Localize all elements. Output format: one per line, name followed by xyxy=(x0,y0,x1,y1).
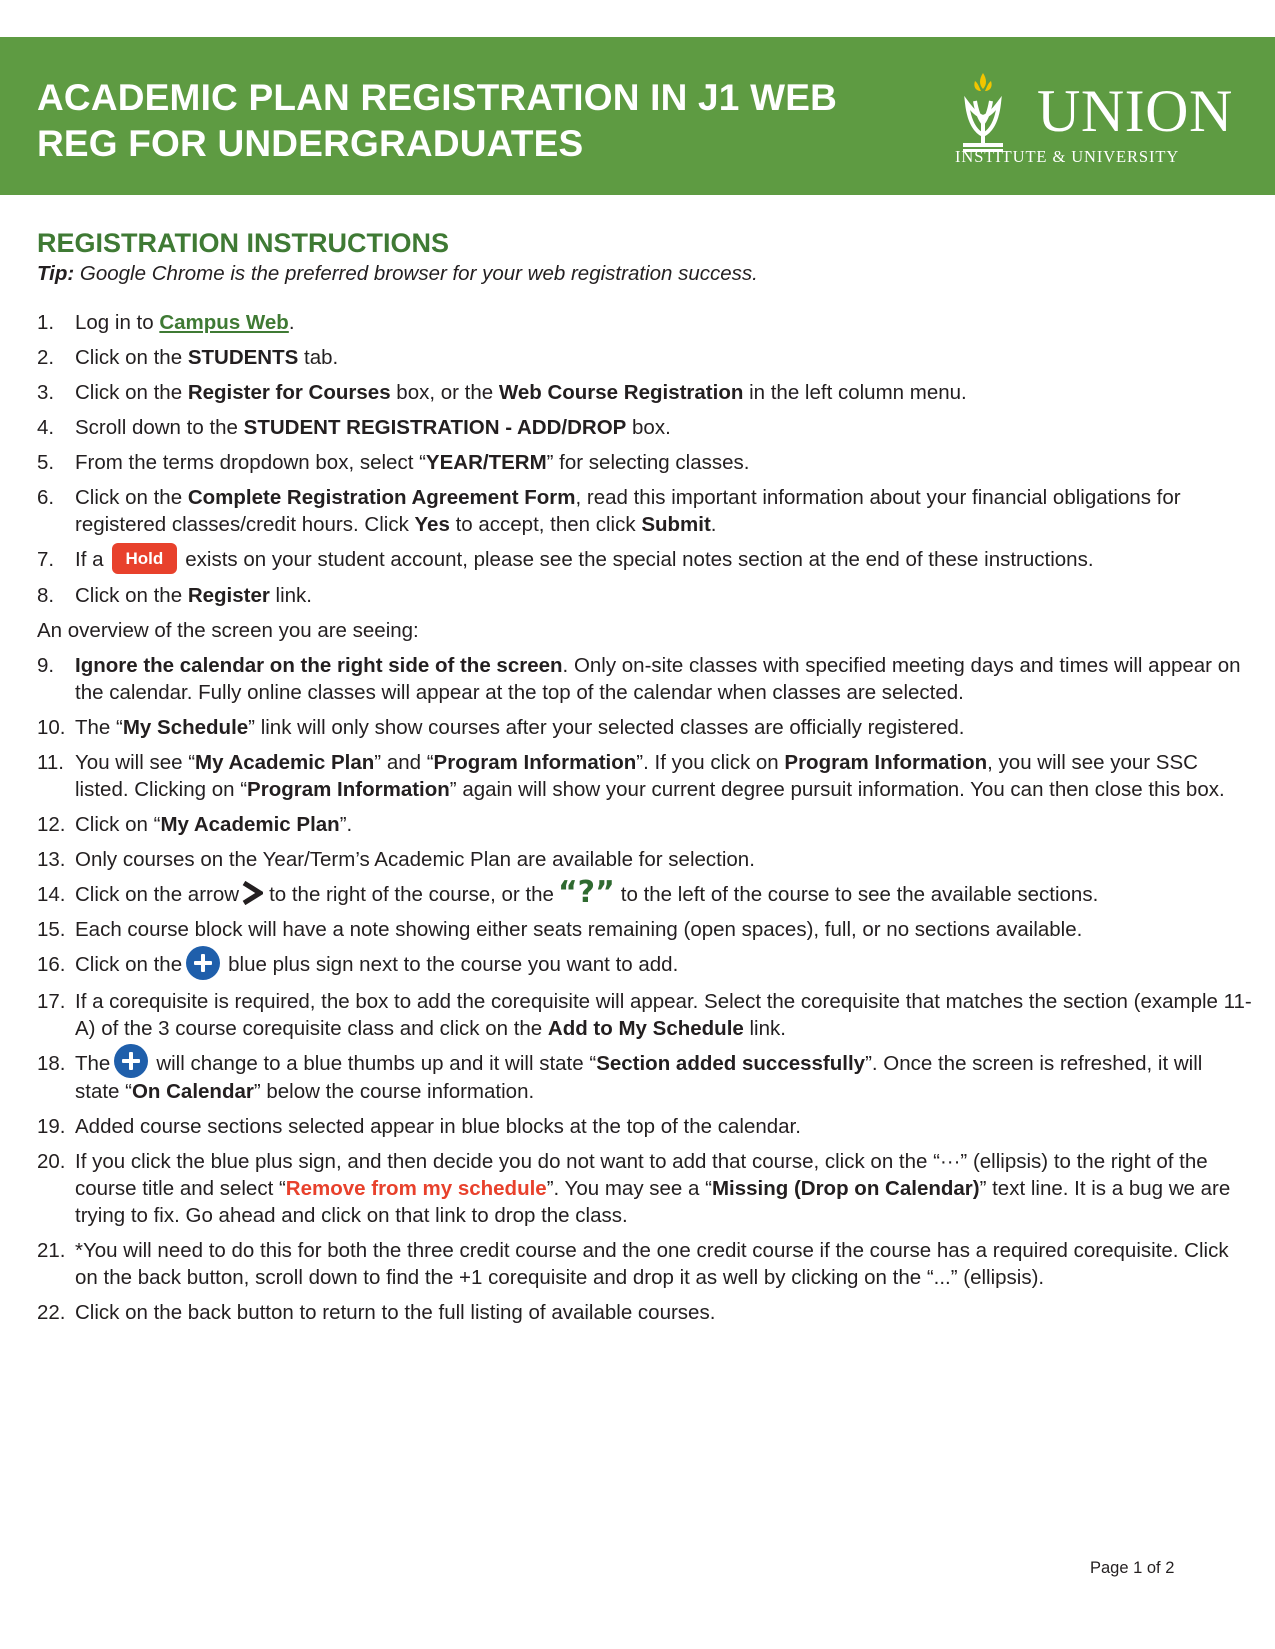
list-item xyxy=(37,582,1252,609)
step-text: to accept, then click xyxy=(449,513,642,536)
step-number: 17. xyxy=(37,989,66,1013)
list-item xyxy=(37,749,1252,803)
step-text: ” below the course information. xyxy=(253,1080,535,1104)
list-item xyxy=(37,714,1252,741)
step-text: , read this important information about your financial obligations for registered classes/credit hours. Click xyxy=(75,486,1181,536)
step-bold: Register xyxy=(187,584,270,608)
tip-label: Tip: xyxy=(37,262,75,285)
logo-subtitle: INSTITUTE & UNIVERSITY xyxy=(955,147,1180,166)
step-text: ”. You may see a “ xyxy=(546,1177,712,1201)
step-text: Click on the xyxy=(75,584,188,608)
step-text: From the terms dropdown box, select “ xyxy=(75,451,426,474)
chevron-right-icon xyxy=(241,881,263,905)
list-item xyxy=(37,811,1252,838)
list-item xyxy=(37,1148,1252,1229)
step-bold: Program Information xyxy=(433,751,637,775)
step-number: 8. xyxy=(37,584,55,608)
step-text: Only courses on the Year/Term’s Academic Plan are available for selection. xyxy=(75,848,755,872)
page-title: ACADEMIC PLAN REGISTRATION IN J1 WEB REG FOR UNDERGRADUATES xyxy=(37,77,837,164)
step-text: to the left of the course to see the available sections. xyxy=(620,883,1099,907)
step-number: 19. xyxy=(37,1115,66,1139)
step-number: 15. xyxy=(37,918,66,942)
step-bold: On Calendar xyxy=(131,1080,254,1104)
list-item xyxy=(37,846,1252,873)
hold-badge: Hold xyxy=(112,543,178,574)
step-text: . Only on-site classes with specified meeting days and times will appear on the calendar. Fully online classes will appear at the top of the calendar when classes are selected. xyxy=(75,654,1241,705)
step-text: Log in to xyxy=(75,311,160,334)
step-number: 18. xyxy=(37,1051,66,1075)
list-item xyxy=(37,414,1252,441)
step-bold: Section added successfully xyxy=(596,1051,866,1075)
step-text: ” and “ xyxy=(374,751,434,775)
list-item xyxy=(37,652,1252,706)
step-text: *You will need to do this for both the three credit course and the one credit course if the course has a required corequisite. Click on the back button, scroll down to find the +1 corequisite and drop it as well by clicking on the “...” (ellipsis). xyxy=(75,1239,1229,1290)
list-item xyxy=(37,1113,1252,1140)
remove-from-schedule-text: Remove from my schedule xyxy=(285,1177,547,1201)
step-text: ” link will only show courses after your selected classes are officially registered. xyxy=(248,716,965,740)
list-item xyxy=(37,344,1252,371)
step-number: 10. xyxy=(37,716,66,740)
campus-web-link[interactable]: Campus Web xyxy=(159,311,289,334)
step-text: If you click the blue plus sign, and then decide you do not want to add that course, click on the “···” (ellipsis) to the right of the course title and select “ xyxy=(75,1150,1208,1201)
step-text: , you will see your SSC listed. Clicking on “ xyxy=(75,751,1198,802)
step-number: 3. xyxy=(37,381,55,404)
step-text: If a corequisite is required, the box to add the corequisite will appear. Select the corequisite that matches the section (example 11-A) of the 3 course corequisite class and click on the xyxy=(75,989,1252,1040)
list-item xyxy=(37,546,1252,574)
step-number: 11. xyxy=(37,751,64,775)
step-number: 12. xyxy=(37,813,66,837)
step-text: You will see “ xyxy=(75,751,196,775)
step-text: ”. If you click on xyxy=(636,751,785,775)
step-text: Click on the back button to return to the full listing of available courses. xyxy=(75,1301,716,1325)
plus-circle-icon xyxy=(186,946,220,980)
step-text: Click on the arrow xyxy=(75,883,240,907)
list-item xyxy=(37,988,1252,1042)
step-text: The “ xyxy=(75,716,123,740)
step-bold: Yes xyxy=(414,513,450,536)
step-number: 21. xyxy=(37,1239,66,1263)
list-item xyxy=(37,309,1252,336)
step-number: 2. xyxy=(37,346,55,369)
section-heading: REGISTRATION INSTRUCTIONS xyxy=(37,228,450,258)
step-number: 4. xyxy=(37,416,55,439)
instructions-list xyxy=(37,309,1252,1334)
step-text: link. xyxy=(269,584,312,608)
step-text: Scroll down to the xyxy=(75,416,244,439)
step-text: tab. xyxy=(298,346,339,369)
overview-line: An overview of the screen you are seeing: xyxy=(37,619,419,643)
list-item xyxy=(37,1299,1252,1326)
step-text: . xyxy=(710,513,717,536)
step-text: Click on the xyxy=(75,346,188,369)
step-number: 7. xyxy=(37,548,55,571)
step-text: Click on “ xyxy=(75,813,161,837)
list-item xyxy=(37,1237,1252,1291)
logo-wordmark: UNION xyxy=(1037,78,1233,144)
step-number: 16. xyxy=(37,953,66,977)
step-bold: YEAR/TERM xyxy=(425,451,547,474)
step-text: Each course block will have a note showing either seats remaining (open spaces), full, or no sections available. xyxy=(75,918,1083,942)
step-text: If a xyxy=(75,548,104,571)
step-text: ”. xyxy=(339,813,353,837)
step-text: The xyxy=(75,1051,111,1075)
step-text: ” again will show your current degree pursuit information. You can then close this box. xyxy=(449,778,1225,802)
step-text: Click on the xyxy=(75,953,183,977)
list-item xyxy=(37,916,1252,943)
tip-line xyxy=(37,261,758,287)
list-item xyxy=(37,484,1252,538)
step-bold: Complete Registration Agreement Form xyxy=(187,486,576,509)
step-number: 13. xyxy=(37,848,66,872)
step-text: to the right of the course, or the xyxy=(269,883,554,907)
step-text: in the left column menu. xyxy=(743,381,967,404)
step-number: 22. xyxy=(37,1301,66,1325)
step-text: blue plus sign next to the course you want to add. xyxy=(228,953,679,977)
step-text: box. xyxy=(626,416,671,439)
question-mark-icon: “?” xyxy=(557,874,615,910)
step-bold: STUDENT REGISTRATION - ADD/DROP xyxy=(243,416,627,439)
step-text: link. xyxy=(743,1016,786,1040)
step-bold: Add to My Schedule xyxy=(547,1016,744,1040)
step-text: Click on the xyxy=(75,486,188,509)
step-number: 20. xyxy=(37,1150,66,1174)
step-text: exists on your student account, please see the special notes section at the end of these instructions. xyxy=(185,548,1094,571)
step-number: 5. xyxy=(37,451,55,474)
header-banner xyxy=(0,37,1275,195)
list-item xyxy=(37,951,1252,980)
step-text: ” for selecting classes. xyxy=(546,451,750,474)
step-bold: Ignore the calendar on the right side of the screen xyxy=(75,654,563,678)
step-bold: STUDENTS xyxy=(187,346,299,369)
list-item xyxy=(37,379,1252,406)
tip-text: Google Chrome is the preferred browser for your web registration success. xyxy=(79,262,758,285)
list-item xyxy=(37,874,1252,910)
step-text: ” text line. It is a bug we are trying to fix. Go ahead and click on that link to drop the class. xyxy=(75,1177,1231,1228)
step-text: Added course sections selected appear in blue blocks at the top of the calendar. xyxy=(75,1115,801,1139)
step-bold: Web Course Registration xyxy=(498,381,744,404)
step-bold: My Schedule xyxy=(122,716,249,740)
plus-circle-icon xyxy=(114,1044,148,1078)
step-text: . xyxy=(288,311,295,334)
step-number: 1. xyxy=(37,311,55,334)
step-bold: My Academic Plan xyxy=(195,751,375,775)
step-text: Click on the xyxy=(75,381,188,404)
step-number: 14. xyxy=(37,883,66,907)
step-text: ”. Once the screen is refreshed, it will state “ xyxy=(75,1051,1203,1104)
step-text: will change to a blue thumbs up and it will state “ xyxy=(156,1051,597,1075)
step-number: 9. xyxy=(37,654,55,678)
step-bold: Register for Courses xyxy=(187,381,391,404)
step-number: 6. xyxy=(37,486,55,509)
step-bold: Missing (Drop on Calendar) xyxy=(711,1177,980,1201)
union-logo xyxy=(955,67,1240,167)
step-text: box, or the xyxy=(390,381,499,404)
step-bold: Program Information xyxy=(247,778,450,802)
step-bold: My Academic Plan xyxy=(160,813,340,837)
list-item xyxy=(37,1050,1252,1106)
page-number: Page 1 of 2 xyxy=(1090,1559,1175,1577)
step-bold: Program Information xyxy=(784,751,988,775)
step-bold: Submit xyxy=(641,513,711,536)
list-item xyxy=(37,449,1252,476)
